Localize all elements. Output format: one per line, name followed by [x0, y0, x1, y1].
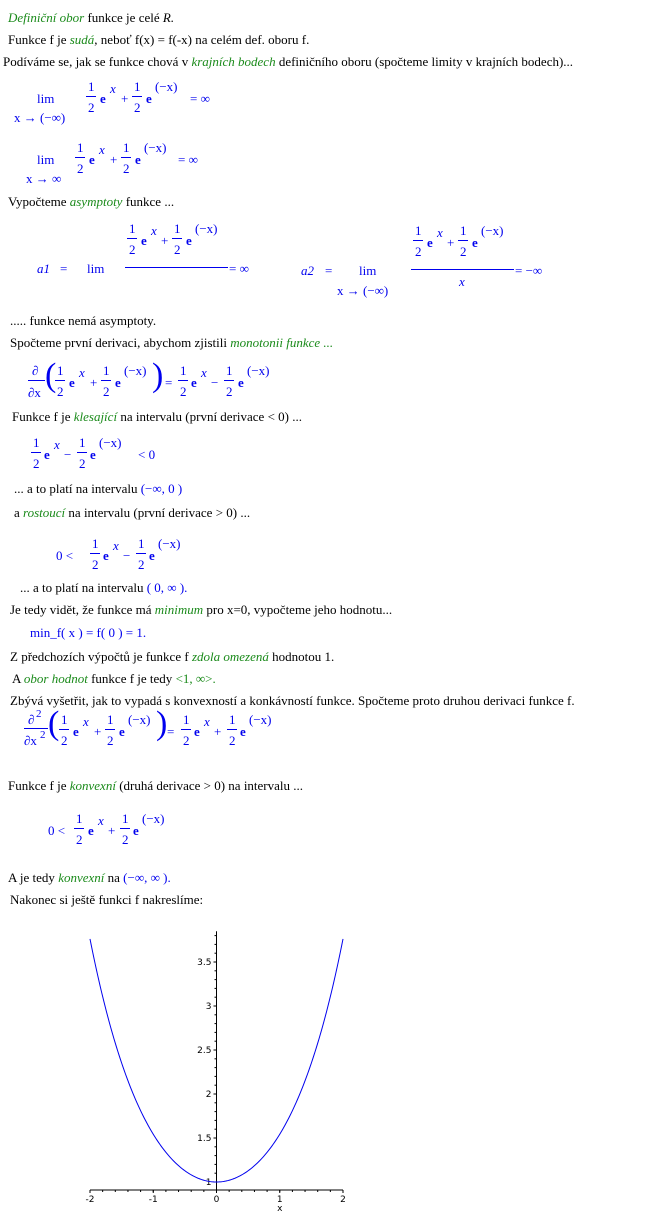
y-tick-label: 3 — [205, 1002, 212, 1012]
convex-conclusion: A je tedy konvexní na (−∞, ∞ ). — [8, 870, 171, 885]
minimum-line: Je tedy vidět, že funkce má minimum pro x=0, vypočteme jeho hodnotu... — [10, 602, 393, 617]
y-tick-label: 2 — [205, 1090, 212, 1100]
even-line: Funkce f je sudá, neboť f(x) = f(-x) na celém def. oboru f. — [8, 32, 310, 47]
x-tick-label: -2 — [85, 1195, 95, 1205]
decreasing-line: Funkce f je klesající na intervalu (první derivace < 0) ... — [12, 409, 302, 424]
x-axis-label: x — [277, 1204, 283, 1214]
y-tick-label: 1 — [205, 1178, 212, 1188]
y-tick-label: 1.5 — [197, 1134, 212, 1144]
x-tick-label: 0 — [213, 1195, 220, 1205]
y-tick-label: 3.5 — [197, 958, 212, 968]
no-asymptotes: ..... funkce nemá asymptoty. — [10, 313, 157, 328]
convexity-intro: Zbývá vyšetřit, jak to vypadá s konvexností a konkávností funkce. Spočteme proto druhou derivaci funkce f. — [10, 693, 575, 708]
convex-line: Funkce f je konvexní (druhá derivace > 0) na intervalu ... — [8, 778, 304, 793]
plot-intro: Nakonec si ještě funkci f nakreslíme: — [10, 892, 204, 907]
decreasing-interval: ... a to platí na intervalu (−∞, 0 ) — [14, 481, 183, 496]
derivative-intro: Spočteme první derivaci, abychom zjistili monotonii funkce ... — [10, 335, 334, 350]
range-line: A obor hodnot funkce f je tedy <1, ∞>. — [12, 671, 216, 686]
increasing-interval: ... a to platí na intervalu ( 0, ∞ ). — [20, 580, 188, 595]
asymptote-intro: Vypočteme asymptoty funkce ... — [8, 194, 175, 209]
minimum-value: min_f( x ) = f( 0 ) = 1. — [30, 625, 147, 640]
limits-intro: Podíváme se, jak se funkce chová v krajních bodech definičního oboru (spočteme limity v krajních bodech)... — [3, 54, 574, 69]
function-plot — [0, 916, 667, 1216]
increasing-line: a rostoucí na intervalu (první derivace > 0) ... — [14, 505, 251, 520]
domain-line: Definiční obor funkce je celé R. — [8, 10, 175, 25]
x-tick-label: 2 — [340, 1195, 346, 1205]
domain-term: Definiční obor — [8, 10, 85, 25]
x-tick-label: 1 — [276, 1195, 283, 1205]
even-term: sudá — [69, 32, 95, 47]
x-tick-label: -1 — [148, 1195, 158, 1205]
bounded-line: Z předchozích výpočtů je funkce f zdola omezená hodnotou 1. — [10, 649, 335, 664]
y-tick-label: 2.5 — [197, 1046, 212, 1056]
